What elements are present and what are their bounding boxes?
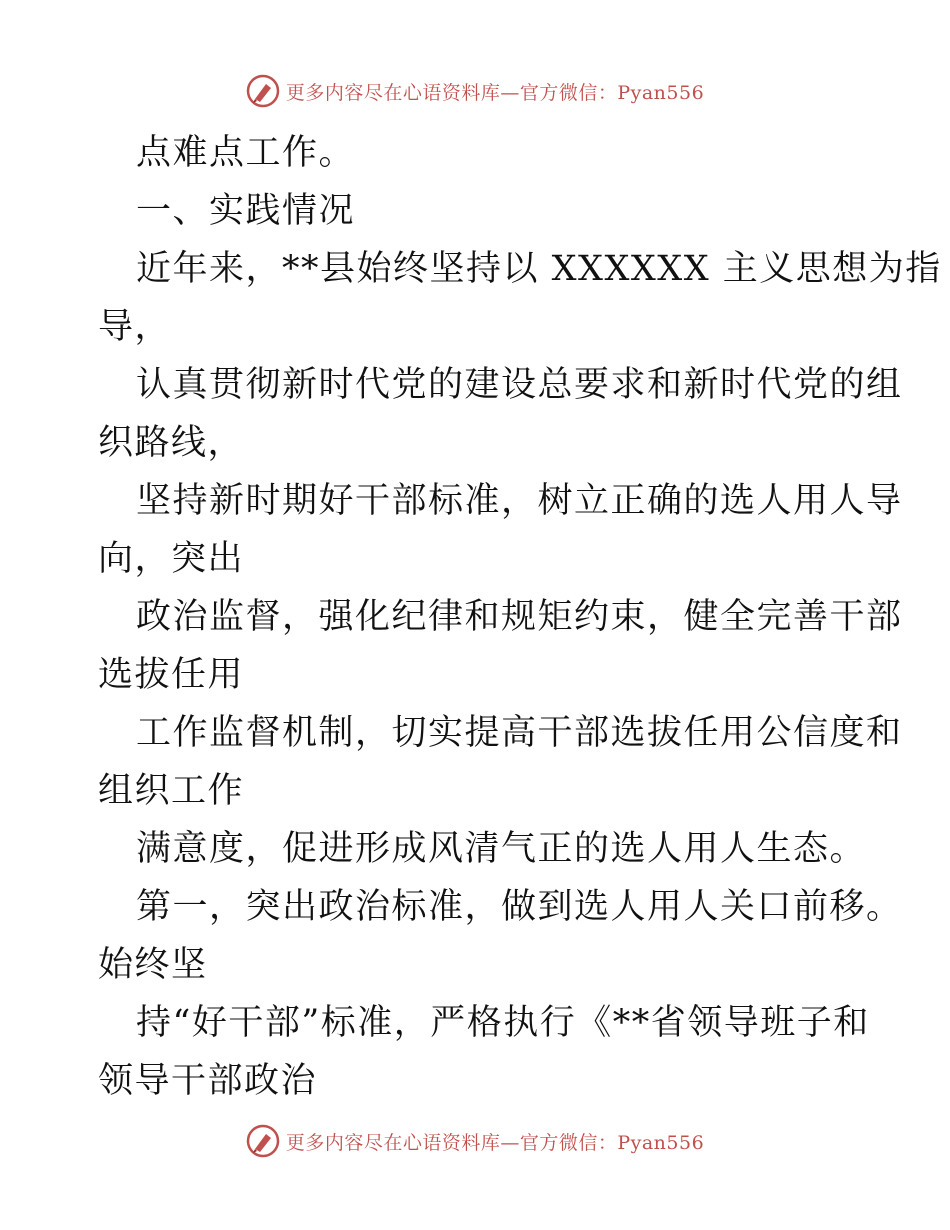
- paragraph-line: 织路线，: [98, 423, 245, 463]
- document-body: [98, 124, 942, 1110]
- watermark-text: 更多内容尽在心语资料库—官方微信：Pyan556: [285, 81, 705, 104]
- paragraph-line: 工作监督机制，切实提高干部选拔任用公信度和: [136, 713, 903, 753]
- paragraph-line: 始终坚: [98, 945, 208, 985]
- header-watermark: [0, 71, 950, 111]
- paragraph-line: 满意度，促进形成风清气正的选人用人生态。: [136, 829, 867, 869]
- paragraph-line: 近年来，**县始终坚持以 XXXXXX 主义思想为指: [136, 249, 942, 289]
- paragraph-line: 第一，突出政治标准，做到选人用人关口前移。: [136, 887, 903, 927]
- paragraph-line: 选拔任用: [98, 655, 245, 695]
- pen-nib-logo-icon: [246, 1124, 280, 1158]
- paragraph-line: 点难点工作。: [136, 133, 356, 173]
- paragraph-line: 持“好干部”标准，严格执行《**省领导班子和: [136, 1003, 870, 1043]
- section-heading: 一、实践情况: [136, 191, 356, 231]
- paragraph-line: 领导干部政治: [98, 1061, 318, 1101]
- paragraph-line: 坚持新时期好干部标准，树立正确的选人用人导: [136, 481, 903, 521]
- watermark-text: 更多内容尽在心语资料库—官方微信：Pyan556: [285, 1131, 705, 1154]
- paragraph-line: 政治监督，强化纪律和规矩约束，健全完善干部: [136, 597, 903, 637]
- paragraph-line: 认真贯彻新时代党的建设总要求和新时代党的组: [136, 365, 903, 405]
- footer-watermark: [0, 1121, 950, 1161]
- pen-nib-logo-icon: [246, 74, 280, 108]
- paragraph-line: 向，突出: [98, 539, 245, 579]
- paragraph-line: 组织工作: [98, 771, 245, 811]
- paragraph-line: 导，: [98, 307, 172, 347]
